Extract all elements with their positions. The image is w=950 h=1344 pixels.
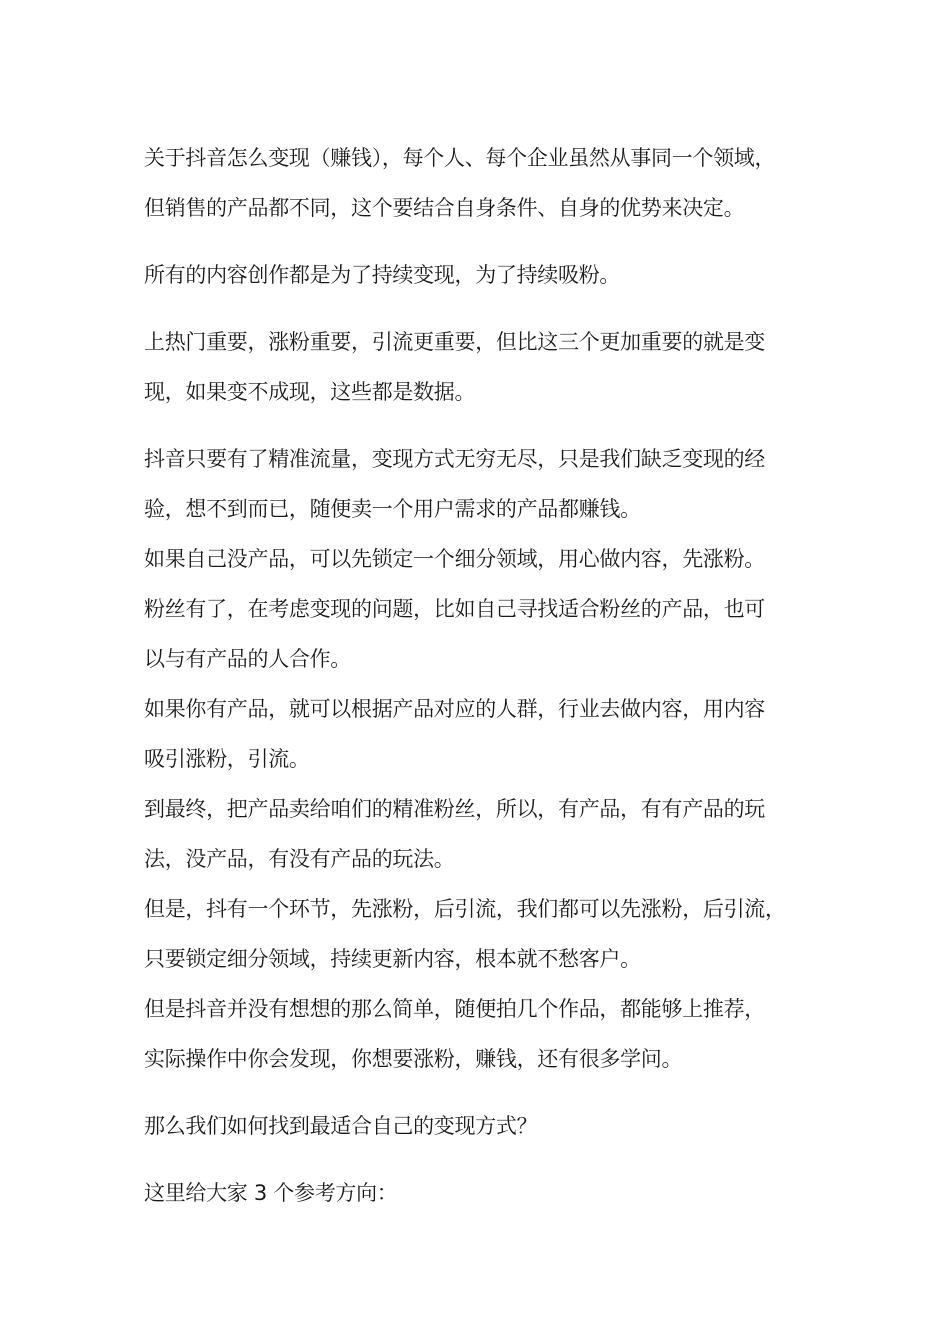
paragraph — [144, 250, 824, 300]
text-line: 但销售的产品都不同，这个要结合自身条件、自身的优势来决定。 — [144, 196, 745, 220]
paragraph — [144, 584, 824, 684]
paragraph — [144, 784, 824, 884]
text-line: 但是抖音并没有想想的那么简单，随便拍几个作品，都能够上推荐， — [144, 997, 765, 1021]
paragraph — [144, 984, 824, 1084]
paragraph — [144, 434, 824, 534]
text-line: 以与有产品的人合作。 — [144, 647, 351, 671]
text-line: 到最终，把产品卖给咱们的精准粉丝，所以，有产品，有有产品的玩 — [144, 797, 765, 821]
text-line: 如果自己没产品，可以先锁定一个细分领域，用心做内容，先涨粉。 — [144, 547, 765, 571]
paragraph — [144, 317, 824, 417]
paragraph — [144, 133, 824, 233]
text-line: 法，没产品，有没有产品的玩法。 — [144, 847, 455, 871]
text-line: 吸引涨粉，引流。 — [144, 747, 310, 771]
text-line: 关于抖音怎么变现（赚钱），每个人、每个企业虽然从事同一个领域， — [144, 146, 776, 170]
text-line: 那么我们如何找到最适合自己的变现方式？ — [144, 1114, 538, 1138]
text-line: 上热门重要，涨粉重要，引流更重要，但比这三个更加重要的就是变 — [144, 330, 765, 354]
text-line: 所有的内容创作都是为了持续变现，为了持续吸粉。 — [144, 263, 621, 287]
text-line: 验，想不到而已，随便卖一个用户需求的产品都赚钱。 — [144, 497, 641, 521]
text-line: 实际操作中你会发现，你想要涨粉，赚钱，还有很多学问。 — [144, 1047, 683, 1071]
text-line: 只要锁定细分领域，持续更新内容，根本就不愁客户。 — [144, 947, 641, 971]
paragraph — [144, 534, 824, 584]
article-body — [144, 133, 824, 1218]
paragraph — [144, 1101, 824, 1151]
paragraph — [144, 884, 824, 984]
text-line: 这里给大家 3 个参考方向： — [144, 1181, 398, 1205]
paragraph — [144, 1168, 824, 1218]
text-line: 如果你有产品，就可以根据产品对应的人群，行业去做内容，用内容 — [144, 697, 765, 721]
paragraph — [144, 684, 824, 784]
text-line: 但是，抖有一个环节，先涨粉，后引流，我们都可以先涨粉，后引流， — [144, 897, 786, 921]
text-line: 抖音只要有了精准流量，变现方式无穷无尽，只是我们缺乏变现的经 — [144, 447, 765, 471]
text-line: 现，如果变不成现，这些都是数据。 — [144, 380, 476, 404]
text-line: 粉丝有了，在考虑变现的问题，比如自己寻找适合粉丝的产品，也可 — [144, 597, 765, 621]
